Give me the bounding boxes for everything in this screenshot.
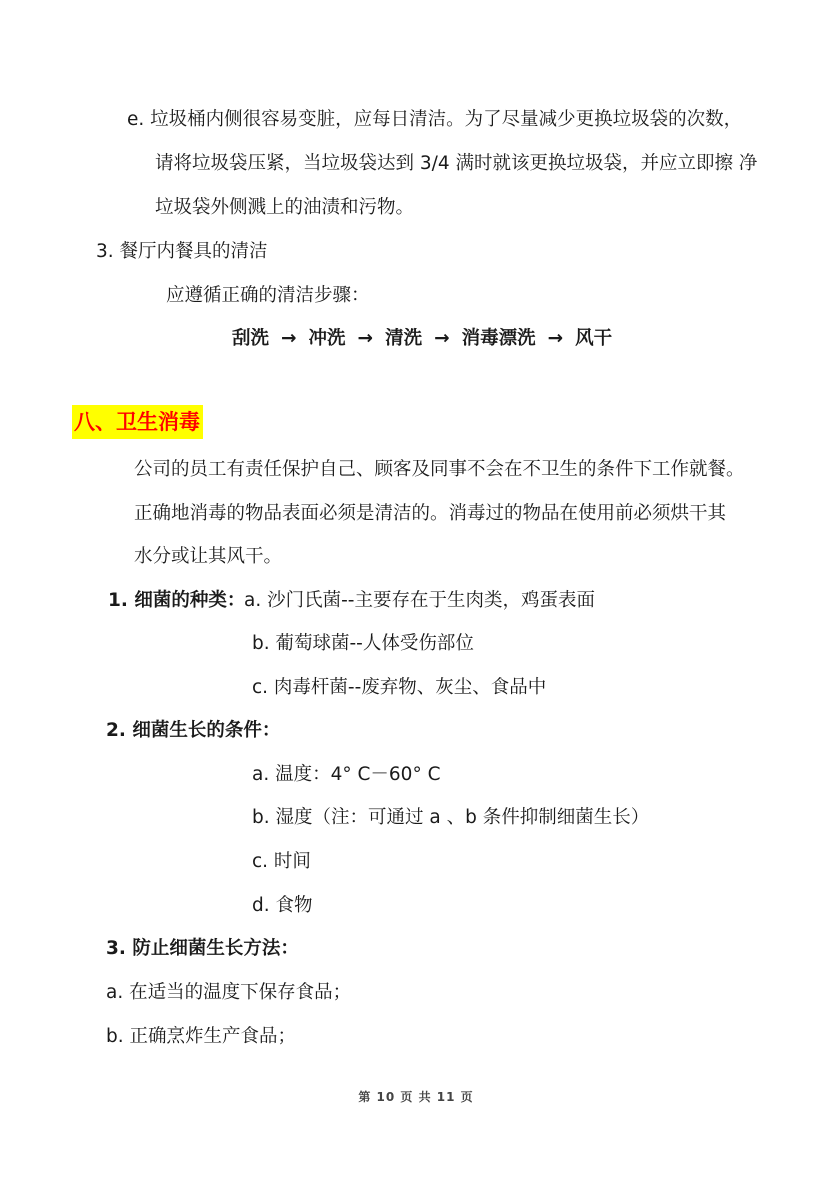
prevention-item: b. 正确烹炸生产食品； <box>106 1026 297 1047</box>
prevention-item: a. 在适当的温度下保存食品； <box>106 982 352 1003</box>
section-e-line-1: e. 垃圾桶内侧很容易变脏，应每日清洁。为了尽量减少更换垃圾袋的次数， <box>127 109 743 130</box>
page-footer: 第 10 页 共 11 页 <box>358 1090 474 1104</box>
arrow-icon: → <box>434 328 450 349</box>
bacteria-types-label: 1. 细菌的种类： <box>108 590 246 611</box>
section-8-para-1: 公司的员工有责任保护自己、顾客及同事不会在不卫生的条件下工作就餐。 <box>134 459 745 480</box>
prevention-label: 3. 防止细菌生长方法： <box>106 938 299 959</box>
section-8-heading: 八、卫生消毒 <box>72 405 203 439</box>
section-8-para-2: 正确地消毒的物品表面必须是清洁的。消毒过的物品在使用前必须烘干其 <box>134 503 727 524</box>
item-3-title: 3. 餐厅内餐具的清洁 <box>96 241 268 262</box>
growth-condition-item: c. 时间 <box>252 851 311 872</box>
growth-condition-item: a. 温度：4° C－60° C <box>252 764 441 785</box>
growth-condition-item: b. 湿度（注：可通过 a 、b 条件抑制细菌生长） <box>252 807 650 828</box>
section-e-line-2: 请将垃圾袋压紧，当垃圾袋达到 3/4 满时就该更换垃圾袋，并应立即擦 净 <box>155 153 758 174</box>
growth-conditions-label: 2. 细菌生长的条件： <box>106 720 281 741</box>
flow-step: 消毒漂洗 <box>461 328 536 349</box>
bacteria-type-item: c. 肉毒杆菌--废弃物、灰尘、食品中 <box>252 677 547 698</box>
growth-condition-item: d. 食物 <box>252 895 313 916</box>
bacteria-type-item: b. 葡萄球菌--人体受伤部位 <box>252 633 474 654</box>
arrow-icon: → <box>547 328 564 349</box>
section-e-line-3: 垃圾袋外侧溅上的油渍和污物。 <box>155 197 415 218</box>
flow-step: 清洗 <box>385 328 423 349</box>
flow-step: 风干 <box>575 328 613 349</box>
arrow-icon: → <box>357 328 374 349</box>
bacteria-type-item: a. 沙门氏菌--主要存在于生肉类，鸡蛋表面 <box>244 590 595 611</box>
cleaning-flow <box>232 327 612 351</box>
flow-step: 冲洗 <box>308 328 346 349</box>
flow-step: 刮洗 <box>232 328 270 349</box>
arrow-icon: → <box>281 328 297 349</box>
section-8-para-3: 水分或让其风干。 <box>134 546 283 567</box>
cleaning-intro: 应遵循正确的清洁步骤： <box>166 285 370 306</box>
